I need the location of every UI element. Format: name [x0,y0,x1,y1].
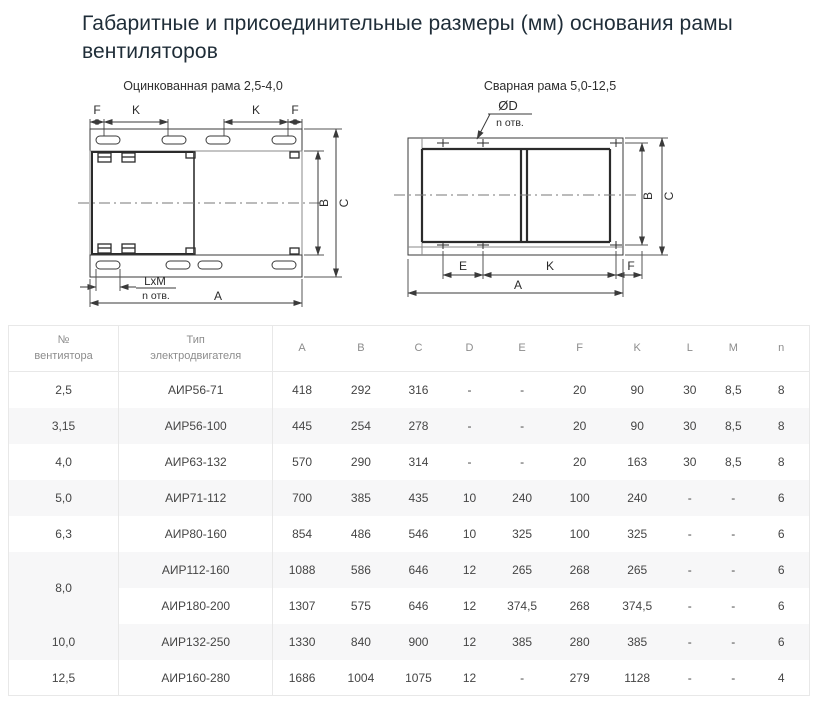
header-dim-k: K [608,326,666,372]
header-motor-type: Тип электродвигателя [119,326,273,372]
cell-fan-number: 2,5 [9,372,119,408]
table-row [9,624,810,660]
cell-dim: 280 [569,634,590,649]
cell-dim: 646 [408,598,429,613]
cell-dim: 30 [683,454,697,469]
cell-dim: 646 [408,562,429,577]
cell-motor-type: АИР56-71 [119,372,273,408]
cell-dim: 325 [512,526,533,541]
cell-motor-type: АИР180-200 [119,588,273,624]
dim-label-a: A [513,278,523,293]
table-row [9,516,810,552]
cell-dim: - [687,670,692,685]
dim-label-b: B [317,199,331,208]
figure-caption-welded: Сварная рама 5,0-12,5 [483,79,617,94]
header-dim-n: n [753,326,809,372]
dim-label-f: F [93,103,101,118]
cell-dim: 30 [683,383,697,398]
cell-dim: 1088 [288,562,316,577]
cell-dim: - [687,634,692,649]
cell-dim: 546 [408,526,429,541]
cell-dim: 12 [462,562,477,577]
cell-dim: 586 [350,562,371,577]
cell-motor-type: АИР132-250 [119,624,273,660]
dim-label-e: E [458,259,468,274]
cell-dim: 90 [630,383,644,398]
cell-dim: - [520,670,525,685]
cell-dim: 1686 [288,670,316,685]
cell-dim: 486 [350,526,371,541]
cell-fan-number: 3,15 [9,408,119,444]
cell-dim: 840 [350,634,371,649]
cell-fan-number: 8,0 [9,552,119,624]
cell-dim: - [467,383,472,398]
cell-dim: - [687,598,692,613]
cell-dim: 700 [292,490,313,505]
cell-dim: 265 [512,562,533,577]
cell-dim: 163 [627,454,648,469]
cell-dim: 418 [292,383,313,398]
cell-dim: - [731,598,736,613]
cell-dim: 1004 [347,670,375,685]
cell-motor-type: АИР71-112 [119,480,273,516]
cell-dim: - [731,670,736,685]
cell-fan-number: 12,5 [9,660,119,696]
header-dim-d: D [446,326,493,372]
cell-motor-type: АИР63-132 [119,444,273,480]
cell-dim: 10 [462,490,477,505]
cell-fan-number: 4,0 [9,444,119,480]
cell-dim: 20 [572,418,587,433]
page-title: Габаритные и присоединительные размеры (мм) основания рамы вентиляторов [82,12,733,63]
dim-label-n-holes: n отв. [496,117,524,130]
cell-dim: 279 [569,670,590,685]
header-dim-m: M [713,326,753,372]
cell-dim: 1075 [405,670,432,685]
cell-dim: 1307 [288,598,316,613]
cell-dim: 445 [292,418,313,433]
cell-dim: 6 [777,562,785,577]
cell-dim: 10 [462,526,477,541]
cell-motor-type: АИР80-160 [119,516,273,552]
cell-dim: 8 [777,383,785,398]
cell-dim: 100 [569,526,590,541]
cell-dim: 385 [350,490,371,505]
cell-dim: 314 [408,454,429,469]
cell-dim: 575 [350,598,371,613]
cell-dim: 90 [630,418,644,433]
cell-dim: 240 [512,490,533,505]
dim-label-d: ØD [498,98,518,114]
cell-dim: - [687,526,692,541]
cell-dim: - [731,634,736,649]
cell-dim: 240 [627,490,648,505]
cell-dim: 12 [462,598,477,613]
dim-label-f: F [291,103,299,118]
cell-dim: - [731,490,736,505]
cell-dim: - [687,562,692,577]
cell-dim: 268 [569,598,590,613]
cell-dim: 292 [350,383,371,398]
technical-drawings [0,79,818,313]
table-header-row [9,326,810,372]
table-row [9,408,810,444]
cell-motor-type: АИР112-160 [119,552,273,588]
cell-dim: - [731,526,736,541]
dim-label-k: K [545,259,555,274]
dim-label-n-holes: n отв. [142,290,170,303]
cell-dim: - [687,490,692,505]
cell-dim: 374,5 [622,598,653,613]
header-dim-e: E [493,326,551,372]
cell-dim: 265 [627,562,648,577]
table-row [9,588,810,624]
cell-dim: 385 [627,634,648,649]
header-dim-c: C [391,326,446,372]
figure-caption-galvanized: Оцинкованная рама 2,5-4,0 [123,79,283,94]
table-row [9,480,810,516]
cell-dim: 8,5 [724,418,742,433]
figure-galvanized-frame [28,79,378,313]
cell-dim: 1128 [624,670,651,685]
cell-dim: - [520,454,525,469]
cell-dim: - [467,418,472,433]
header-dim-b: B [331,326,391,372]
cell-dim: 8,5 [724,383,742,398]
cell-dim: - [520,383,525,398]
cell-fan-number: 6,3 [9,516,119,552]
figure-welded-frame [390,79,710,313]
cell-dim: 30 [683,418,697,433]
header-fan-number: № вентиятора [9,326,119,372]
welded-frame-drawing [390,95,700,313]
cell-dim: 8 [777,418,785,433]
header-dim-f: F [551,326,608,372]
cell-dim: - [520,418,525,433]
cell-fan-number: 10,0 [9,624,119,660]
table-row [9,444,810,480]
header-dim-l: L [666,326,713,372]
cell-dim: 374,5 [507,598,538,613]
cell-dim: 268 [569,562,590,577]
cell-dim: 6 [777,490,785,505]
cell-motor-type: АИР56-100 [119,408,273,444]
cell-dim: 316 [408,383,429,398]
dim-label-c: C [662,192,676,201]
cell-dim: 854 [292,526,313,541]
cell-dim: 278 [408,418,429,433]
header-dim-a: A [273,326,331,372]
table-row [9,552,810,588]
cell-dim: 8 [777,454,785,469]
cell-motor-type: АИР160-280 [119,660,273,696]
cell-dim: 290 [350,454,371,469]
dim-label-b: B [641,192,655,201]
cell-dim: 12 [462,670,477,685]
dim-label-f: F [627,259,635,274]
dim-label-c: C [337,199,351,208]
table-row [9,660,810,696]
cell-dim: 385 [512,634,533,649]
cell-dim: 6 [777,634,785,649]
cell-dim: 4 [777,670,785,685]
cell-dim: 1330 [288,634,316,649]
dim-label-a: A [213,289,223,304]
dim-label-k: K [131,103,141,118]
table-row [9,372,810,408]
cell-dim: 254 [350,418,371,433]
cell-dim: 900 [408,634,429,649]
galvanized-frame-drawing [28,95,368,313]
dimensions-table [8,325,810,696]
cell-dim: 6 [777,598,785,613]
cell-dim: - [731,562,736,577]
cell-dim: - [467,454,472,469]
cell-dim: 435 [408,490,429,505]
cell-dim: 8,5 [724,454,742,469]
cell-dim: 6 [777,526,785,541]
cell-dim: 12 [462,634,477,649]
cell-dim: 100 [569,490,590,505]
cell-fan-number: 5,0 [9,480,119,516]
cell-dim: 325 [627,526,648,541]
cell-dim: 20 [572,454,587,469]
dim-label-k: K [251,103,261,118]
dim-label-lxm: LxM [144,276,166,289]
cell-dim: 20 [572,383,587,398]
cell-dim: 570 [292,454,313,469]
